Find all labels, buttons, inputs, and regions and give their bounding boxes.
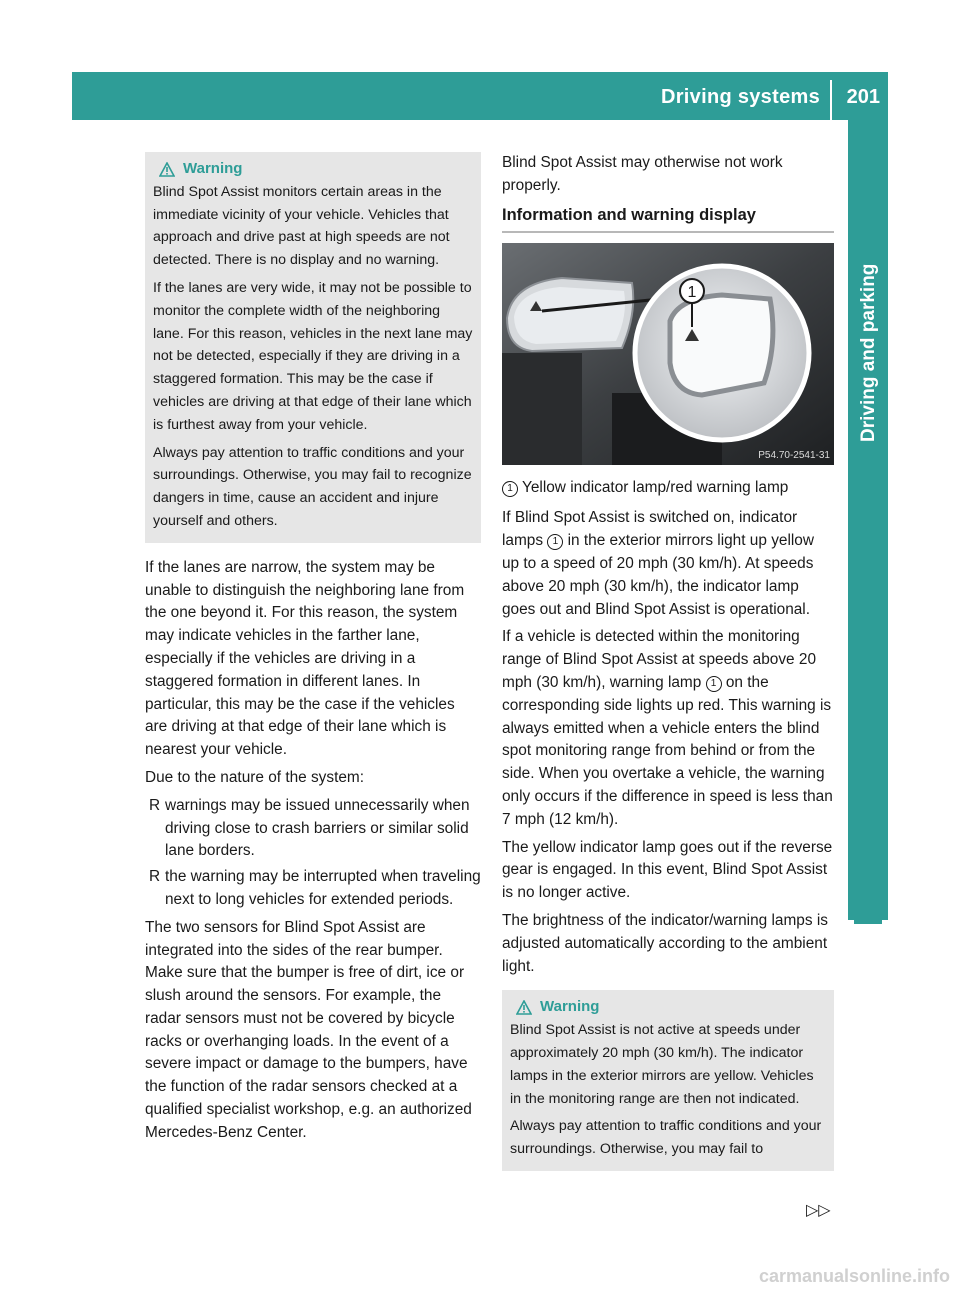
body-paragraph: Blind Spot Assist may otherwise not work properly.: [502, 154, 783, 194]
warning-box: [502, 990, 834, 1171]
warning-paragraph: Always pay attention to traffic conditions and your surroundings. Otherwise, you may fail to: [510, 1118, 822, 1158]
body-paragraph: [502, 626, 834, 831]
warning-heading: [153, 158, 473, 181]
bullet-list: [145, 795, 481, 912]
bullet-marker: R: [149, 796, 161, 814]
right-body: [502, 507, 834, 978]
left-column: [145, 152, 481, 1150]
body-paragraph: [502, 507, 834, 621]
bullet-marker: R: [149, 868, 161, 886]
list-item-text: warnings may be issued unnecessarily when driving close to crash barriers or similar solid lane borders.: [165, 796, 470, 860]
caption-text: Yellow indicator lamp/red warning lamp: [522, 478, 789, 496]
side-tab-label: Driving and parking: [858, 263, 879, 442]
warning-title: Warning: [183, 160, 243, 177]
warning-box: [145, 152, 481, 543]
mirror-illustration: [502, 243, 834, 465]
figure-caption: [502, 477, 834, 500]
side-tab-label-wrap: [856, 126, 880, 446]
text-run: on the corresponding side lights up red. This warning is always emitted when a vehicle enters the blind spot monitoring range from behind or from the side. When you overtake a vehicle, the warning only occurs if the difference in speed is less than 7 mph (12 km/h).: [502, 673, 833, 828]
text-run: If Blind Spot Assist is switched on, indicator lamps: [502, 509, 798, 550]
list-item-text: the warning may be interrupted when traveling next to long vehicles for extended periods.: [165, 868, 481, 908]
header-divider: [830, 80, 832, 120]
warning-triangle-icon: [516, 1000, 532, 1015]
figure-code: P54.70-2541-31: [758, 449, 830, 461]
body-paragraph: The yellow indicator lamp goes out if the reverse gear is engaged. In this event, Blind Spot Assist is no longer active.: [502, 838, 833, 902]
body-paragraph: If the lanes are narrow, the system may be unable to distinguish the neighboring lane from the one beyond it. For this reason, the system may indicate vehicles in the farther lane, especially if the vehicles are driving in a staggered formation in different lanes. In particular, this may be the case if the vehicles are driving at that edge of their lane which is nearest your vehicle.: [145, 558, 465, 759]
right-column: [502, 152, 834, 1171]
warning-paragraph: Blind Spot Assist monitors certain areas in the immediate vicinity of your vehicle. Vehicles that approach and drive past at high speeds are not detected. There is no display and no warning.: [153, 183, 450, 269]
body-paragraph: The two sensors for Blind Spot Assist are integrated into the sides of the rear bumper. Make sure that the bumper is free of dirt, ice or slush around the sensors. For example, the radar sensors must not be covered by bicycle racks or overhanging loads. In the event of a severe impact or damage to the bumpers, have the function of the radar sensors checked at a qualified specialist workshop, e.g. an authorized Mercedes-Benz Center.: [145, 918, 472, 1141]
text-run: If a vehicle is detected within the monitoring range of Blind Spot Assist at speeds above 20 mph (30 km/h), warning lamp: [502, 628, 817, 691]
warning-paragraph: Always pay attention to traffic conditions and your surroundings. Otherwise, you may fail to recognize dangers in time, cause an accident and injure yourself and others.: [153, 444, 472, 529]
footer-watermark: carmanualsonline.info: [758, 1266, 950, 1286]
list-item: [145, 866, 481, 912]
mirror-figure: [502, 243, 834, 465]
right-intro: [502, 152, 834, 198]
callout-marker: 1: [502, 481, 518, 497]
left-body: [145, 557, 481, 1145]
warning-paragraph: Blind Spot Assist is not active at speeds under approximately 20 mph (30 km/h). The indicator lamps in the exterior mirrors are yellow. Vehicles in the monitoring range are then not indicated.: [510, 1022, 814, 1107]
body-paragraph: Due to the nature of the system:: [145, 768, 365, 786]
callout-marker: 1: [547, 534, 563, 550]
side-tab-marker: [854, 896, 882, 924]
section-title: Driving systems: [660, 86, 820, 108]
warning-paragraph: If the lanes are very wide, it may not be possible to monitor the complete width of the neighboring lane. For this reason, vehicles in the next lane may not be detected, especially if they are driving in a staggered formation. This may be the case if vehicles are driving at that edge of their lane which is furthest away from your vehicle.: [153, 279, 473, 433]
section-heading: Information and warning display: [502, 206, 834, 233]
warning-title: Warning: [540, 998, 600, 1016]
figure-callout: 1: [687, 283, 697, 301]
callout-marker: 1: [706, 676, 722, 692]
warning-triangle-icon: [159, 162, 175, 177]
body-paragraph: The brightness of the indicator/warning lamps is adjusted automatically according to the ambient light.: [502, 911, 828, 975]
text-run: in the exterior mirrors light up yellow up to a speed of 20 mph (30 km/h). At speeds above 20 mph (30 km/h), the indicator lamp goes out and Blind Spot Assist is operational.: [502, 532, 814, 618]
continued-marker: ▷▷: [806, 1202, 831, 1219]
warning-heading: [510, 996, 826, 1019]
header-bar: [72, 72, 888, 120]
page-number: 201: [846, 86, 880, 108]
list-item: [145, 795, 481, 863]
